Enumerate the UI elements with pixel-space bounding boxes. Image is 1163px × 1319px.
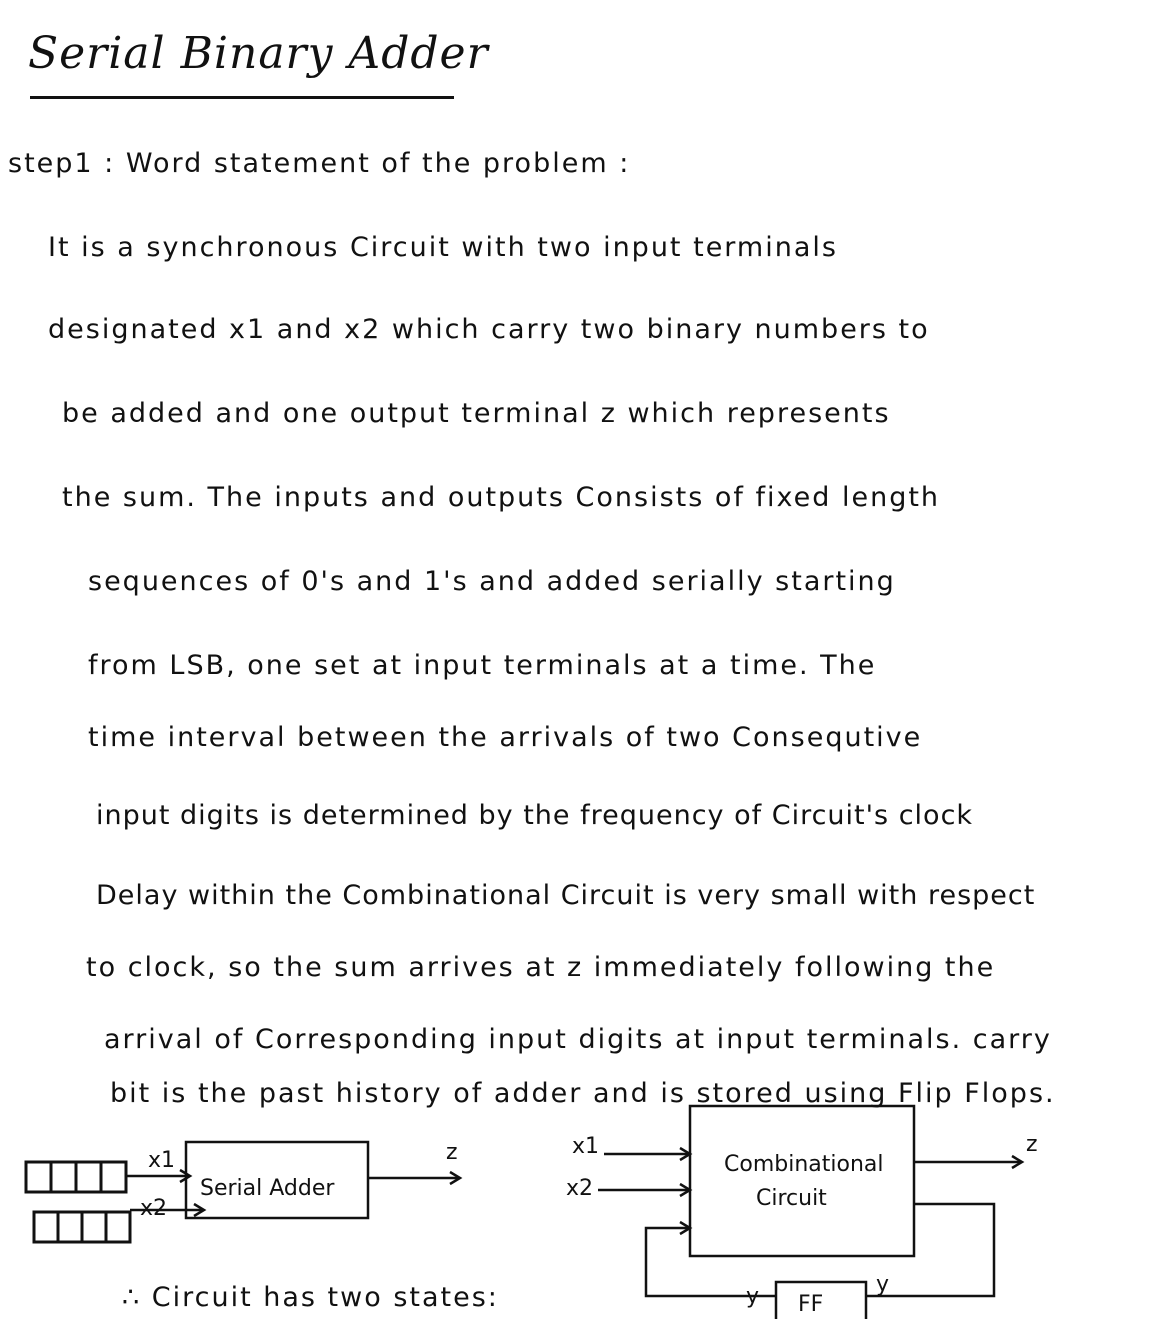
x2-label: x2 xyxy=(140,1196,168,1221)
paragraph-line: bit is the past history of adder and is stored using Flip Flops. xyxy=(110,1078,1056,1109)
paragraph-line: It is a synchronous Circuit with two input terminals xyxy=(48,232,838,263)
circuit-label: Circuit xyxy=(756,1186,827,1211)
paragraph-line: sequences of 0's and 1's and added serially starting xyxy=(88,566,896,597)
paragraph-line: Delay within the Combinational Circuit is very small with respect xyxy=(96,880,1036,911)
paragraph-line: input digits is determined by the frequency of Circuit's clock xyxy=(96,800,974,831)
paragraph-line: to clock, so the sum arrives at z immediately following the xyxy=(86,952,996,983)
serial-adder-label: Serial Adder xyxy=(200,1176,335,1201)
cc-x2-label: x2 xyxy=(566,1176,594,1201)
paragraph-line: designated x1 and x2 which carry two binary numbers to xyxy=(48,314,930,345)
x1-label: x1 xyxy=(148,1148,176,1173)
paragraph-line: time interval between the arrivals of two Consequtive xyxy=(88,722,923,753)
z-label: z xyxy=(446,1140,458,1165)
paragraph-line: be added and one output terminal z which represents xyxy=(62,398,891,429)
page-title: Serial Binary Adder xyxy=(28,28,489,79)
paragraph-line: arrival of Corresponding input digits at input terminals. carry xyxy=(104,1024,1052,1055)
ff-out-label: y xyxy=(876,1272,890,1297)
shift-register-x2 xyxy=(34,1212,130,1242)
paragraph-line: the sum. The inputs and outputs Consists of fixed length xyxy=(62,482,941,513)
conclusion-text: ∴ Circuit has two states: xyxy=(122,1282,499,1313)
cc-x1-label: x1 xyxy=(572,1134,600,1159)
shift-register-x1 xyxy=(26,1162,126,1192)
step-heading: step1 : Word statement of the problem : xyxy=(8,148,631,179)
ff-in-label: y xyxy=(746,1284,760,1309)
combinational-circuit-box xyxy=(690,1106,914,1256)
ff-label: FF xyxy=(798,1292,824,1317)
cc-z-label: z xyxy=(1026,1132,1038,1157)
combinational-label: Combinational xyxy=(724,1152,884,1177)
paragraph-line: from LSB, one set at input terminals at a time. The xyxy=(88,650,877,681)
